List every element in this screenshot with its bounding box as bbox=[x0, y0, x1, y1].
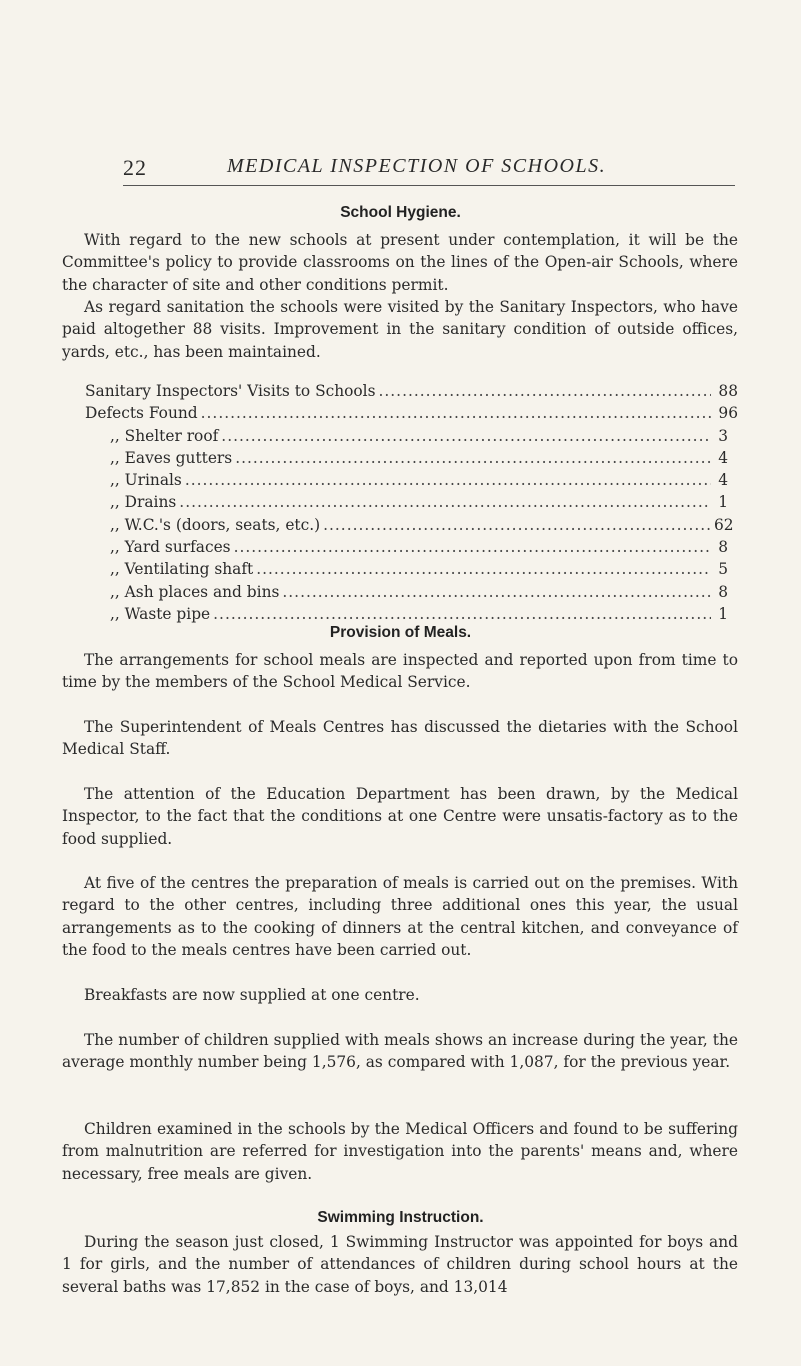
hygiene-paragraph-2: As regard sanitation the schools were visited by the Sanitary Inspectors, who have paid altogether 88 visits. Improvement in the sanitary condition of outside offices, yards, etc., has been maintained. bbox=[62, 298, 738, 361]
defect-label: ,, Shelter roof bbox=[110, 426, 219, 445]
defect-count: 4 bbox=[718, 448, 728, 467]
meals-paragraph-4: At five of the centres the preparation of meals is carried out on the premises. With regard to the other centres, including three additional ones this year, the usual arrangements as to the cooking of dinners at the central kitchen, and conveyance of the food to the meals centres have been carried out. bbox=[62, 874, 738, 959]
defect-count: 3 bbox=[718, 426, 728, 445]
defect-label: ,, Ventilating shaft bbox=[110, 560, 254, 579]
defect-label: ,, Eaves gutters bbox=[110, 448, 233, 467]
defect-label: ,, Waste pipe bbox=[110, 604, 211, 623]
heading-provision-of-meals: Provision of Meals. bbox=[329, 624, 472, 641]
defect-count: 5 bbox=[718, 560, 728, 579]
list-item bbox=[85, 402, 738, 424]
stat-label: Sanitary Inspectors' Visits to Schools bbox=[85, 382, 376, 400]
list-item bbox=[85, 558, 738, 580]
defect-label: ,, Urinals bbox=[110, 471, 182, 490]
running-title: MEDICAL INSPECTION OF SCHOOLS. bbox=[227, 155, 607, 177]
meals-paragraph-7: Children examined in the schools by the Medical Officers and found to be suffering from malnutrition are referred for investigation into the parents' means and, where necessary, free meals are given. bbox=[62, 1120, 738, 1183]
sanitary-statistics-list bbox=[85, 380, 738, 625]
list-item bbox=[85, 581, 738, 603]
heading-school-hygiene: School Hygiene. bbox=[340, 204, 461, 221]
defect-count: 1 bbox=[718, 493, 728, 512]
page-number: 22 bbox=[123, 155, 147, 180]
meals-paragraph-5: Breakfasts are now supplied at one centre. bbox=[84, 986, 420, 1004]
defect-count: 62 bbox=[714, 515, 734, 534]
defect-count: 1 bbox=[718, 604, 728, 623]
list-item bbox=[85, 469, 738, 491]
defect-label: ,, Ash places and bins bbox=[110, 582, 280, 601]
meals-paragraph-6: The number of children supplied with meals shows an increase during the year, the average monthly number being 1,576, as compared with 1,087, for the previous year. bbox=[62, 1031, 738, 1072]
list-item bbox=[85, 603, 738, 625]
running-header bbox=[123, 155, 735, 186]
stat-value: 88 bbox=[718, 382, 738, 400]
defect-count: 4 bbox=[718, 471, 728, 490]
list-item bbox=[85, 536, 738, 558]
meals-paragraph-3: The attention of the Education Department has been drawn, by the Medical Inspector, to the fact that the conditions at one Centre were unsatis-factory as to the food supplied. bbox=[62, 785, 738, 848]
list-item bbox=[85, 447, 738, 469]
defect-count: 8 bbox=[718, 538, 728, 557]
list-item bbox=[85, 514, 738, 536]
hygiene-paragraph-1: With regard to the new schools at present under contemplation, it will be the Committee's policy to provide classrooms on the lines of the Open-air Schools, where the character of site and other conditions permit. bbox=[62, 231, 738, 294]
defect-count: 8 bbox=[718, 582, 728, 601]
defect-label: ,, Yard surfaces bbox=[110, 538, 231, 557]
defect-label: ,, W.C.'s (doors, seats, etc.) bbox=[110, 515, 321, 534]
meals-paragraph-2: The Superintendent of Meals Centres has discussed the dietaries with the School Medical Staff. bbox=[62, 718, 738, 759]
list-item bbox=[85, 491, 738, 513]
swimming-paragraph-1: During the season just closed, 1 Swimming Instructor was appointed for boys and 1 for girls, and the number of attendances of children during school hours at the several baths was 17,852 in the case of boys, and 13,014 bbox=[62, 1233, 738, 1296]
list-item bbox=[85, 425, 738, 447]
heading-swimming-instruction: Swimming Instruction. bbox=[317, 1209, 484, 1226]
list-item bbox=[85, 380, 738, 402]
stat-label: Defects Found bbox=[85, 404, 198, 423]
stat-value: 96 bbox=[718, 404, 738, 423]
defect-label: ,, Drains bbox=[110, 493, 177, 512]
meals-paragraph-1: The arrangements for school meals are inspected and reported upon from time to time by the members of the School Medical Service. bbox=[62, 651, 738, 692]
